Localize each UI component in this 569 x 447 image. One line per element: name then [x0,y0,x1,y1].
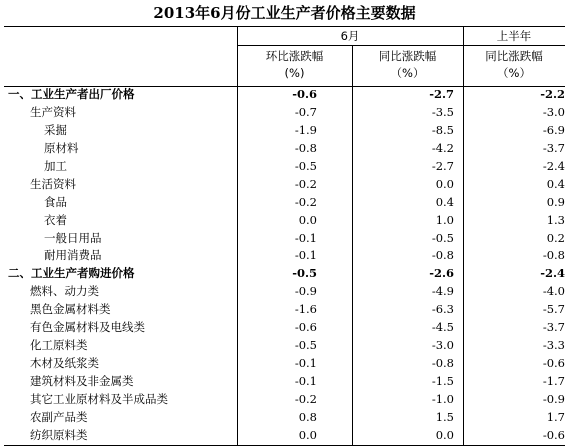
table-row [4,373,565,391]
cell-yoy: -2.7 [429,87,454,101]
row-label: 采掘 [44,122,67,137]
row-label: 耐用消费品 [44,248,102,263]
cell-mom: -0.8 [294,140,317,155]
cell-half-yoy: 0.9 [546,194,565,209]
cell-half-yoy: -4.0 [542,284,565,299]
header-col-mom-unit: (%) [284,66,305,80]
cell-mom: -0.1 [294,230,317,245]
cell-mom: -0.1 [294,248,317,263]
header-col-yoy: 同比涨跌幅 [378,49,437,63]
row-label: 黑色金属材料类 [30,302,111,317]
cell-yoy: 1.0 [435,212,454,227]
row-label: 燃料、动力类 [30,284,99,299]
cell-mom: -0.1 [294,374,317,388]
table-row [4,355,565,373]
table-row [4,122,565,140]
cell-mom: -0.5 [294,158,317,173]
row-label: 一般日用品 [44,230,102,245]
header-group-month: 6月 [340,29,360,43]
cell-yoy: -2.7 [431,158,454,173]
cell-half-yoy: 0.2 [546,230,565,245]
cell-half-yoy: -3.3 [542,338,565,353]
header-col-mom: 环比涨跌幅 [265,49,324,63]
cell-half-yoy: -2.4 [542,158,565,173]
table-title: 2013年6月份工业生产者价格主要数据 [153,4,416,22]
row-label: 一、工业生产者出厂价格 [8,87,135,101]
row-label: 二、工业生产者购进价格 [8,266,135,281]
row-label: 食品 [44,194,67,209]
row-label: 有色金属材料及电线类 [30,320,145,335]
cell-mom: -0.2 [294,391,317,406]
cell-half-yoy: -3.0 [542,104,565,119]
table-header [4,27,565,87]
table-row [4,212,565,230]
table-row [4,409,565,427]
row-label: 原材料 [44,140,79,155]
cell-yoy: -0.5 [431,230,454,245]
cell-yoy: -0.8 [431,248,454,263]
row-label: 木材及纸浆类 [30,356,99,371]
cell-yoy: 0.0 [435,427,454,442]
cell-yoy: -4.9 [431,284,454,299]
cell-half-yoy: -0.8 [542,248,565,263]
cell-mom: -0.6 [292,87,317,101]
header-group-half: 上半年 [496,29,532,43]
table-row [4,265,565,283]
cell-mom: 0.0 [298,427,317,442]
cell-yoy: -3.0 [431,338,454,353]
cell-mom: -0.2 [294,176,317,191]
cell-half-yoy: -0.9 [542,391,565,406]
cell-half-yoy: -3.7 [542,320,565,335]
cell-yoy: -4.5 [431,320,454,335]
row-label: 其它工业原材料及半成品类 [30,391,168,406]
cell-half-yoy: -6.9 [542,122,565,137]
cell-mom: -1.6 [294,302,317,317]
table-row [4,104,565,122]
cell-mom: 0.0 [298,212,317,227]
cell-half-yoy: -3.7 [542,140,565,155]
row-label: 建筑材料及非金属类 [30,374,134,388]
row-label: 生产资料 [30,104,76,119]
cell-half-yoy: 1.7 [546,409,565,424]
cell-mom: -0.5 [294,338,317,353]
table-row [4,247,565,265]
cell-mom: -1.9 [294,122,317,137]
cell-mom: 0.8 [298,409,317,424]
cell-half-yoy: -2.2 [540,87,565,101]
header-col-yoy-unit: （%） [390,66,425,80]
cell-mom: -0.2 [294,194,317,209]
row-label: 加工 [44,158,67,173]
table-row [4,283,565,301]
table-row [4,140,565,158]
cell-half-yoy: -0.6 [542,427,565,442]
row-label: 农副产品类 [30,409,88,424]
row-label: 纺织原料类 [30,427,88,442]
table-row [4,176,565,194]
table-row [4,194,565,212]
cell-yoy: -3.5 [431,104,454,119]
cell-yoy: -8.5 [431,122,454,137]
cell-yoy: -1.5 [431,374,454,388]
table-row [4,301,565,319]
cell-half-yoy: -1.7 [542,374,565,388]
table-row [4,319,565,337]
header-col-half-yoy-unit: （%） [497,66,531,80]
cell-mom: -0.9 [294,284,317,299]
cell-mom: -0.7 [294,104,317,119]
cell-half-yoy: -5.7 [542,302,565,317]
table-row [4,391,565,409]
table-row [4,337,565,355]
cell-half-yoy: 0.4 [546,176,565,191]
header-group-rule [237,45,565,46]
cell-yoy: -0.8 [431,356,454,371]
cell-mom: -0.5 [292,266,317,281]
cell-yoy: 1.5 [435,409,454,424]
price-data-table [4,26,565,446]
cell-yoy: -4.2 [431,140,454,155]
cell-mom: -0.6 [294,320,317,335]
cell-yoy: -6.3 [431,302,454,317]
cell-mom: -0.1 [294,356,317,371]
cell-half-yoy: -0.6 [542,356,565,371]
table-row [4,230,565,248]
cell-yoy: -1.0 [431,391,454,406]
table-row [4,86,565,104]
row-label: 生活资料 [30,176,76,191]
row-label: 化工原料类 [30,338,88,353]
row-label: 衣着 [44,212,67,227]
cell-yoy: 0.0 [435,176,454,191]
table-body [4,86,565,445]
cell-half-yoy: -2.4 [540,266,565,281]
cell-yoy: -2.6 [429,266,454,281]
table-row [4,427,565,445]
cell-half-yoy: 1.3 [546,212,565,227]
cell-yoy: 0.4 [435,194,454,209]
header-col-half-yoy: 同比涨跌幅 [485,49,543,63]
table-row [4,158,565,176]
